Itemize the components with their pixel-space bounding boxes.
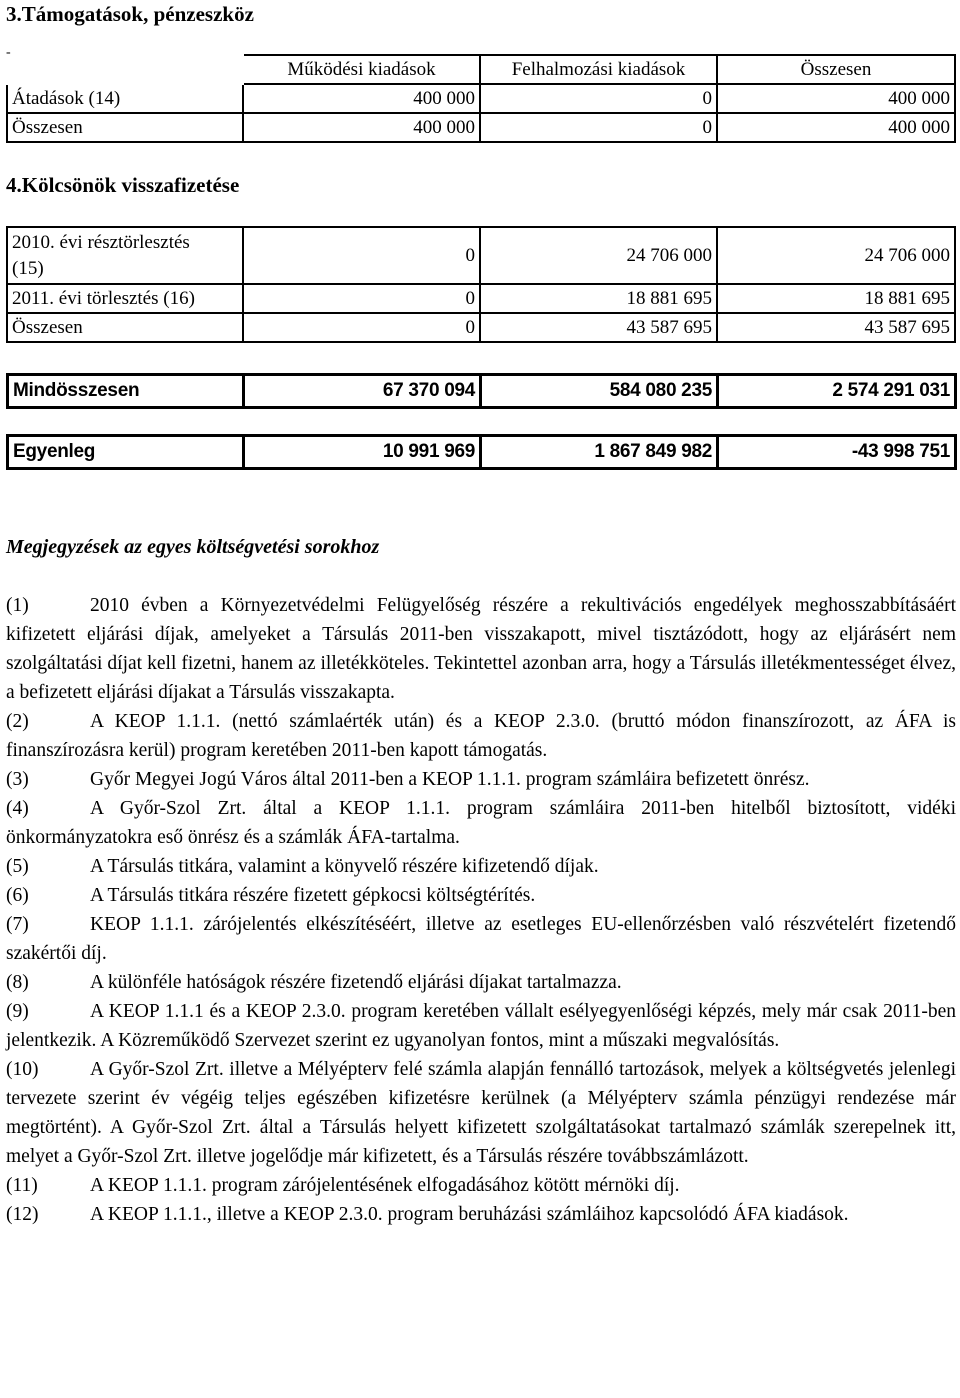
balance-capital: 1 867 849 982 (481, 436, 718, 469)
note-number: (1) (6, 595, 29, 616)
grand-total-operating: 67 370 094 (244, 375, 481, 408)
note-item (6, 1171, 956, 1200)
section-4-title: 4.Kölcsönök visszafizetése (6, 173, 240, 197)
cell-operating: 0 (243, 227, 480, 284)
table-row (7, 84, 955, 113)
table-row (7, 227, 955, 284)
balance-table (6, 434, 957, 470)
note-item (6, 707, 956, 765)
note-text: A Győr-Szol Zrt. illetve a Mélyépterv felé számla alapján fennálló tartozások, melyek a költségvetés jelenlegi tervezete szerint év végéig teljes egészében kifizetésre kerülnek (a Mélyépterv számla pénzügyi rendezése már megtörtént). A Győr-Szol Zrt. által a Társulás helyett kifizetett szolgáltatásokat tartalmazó számlák szerepelnek itt, melyet a Győr-Szol Zrt. illetve jogelődje már kifizetett, és a Társulás részére továbbszámlázott. (6, 1059, 956, 1167)
note-number: (9) (6, 1001, 29, 1022)
note-number: (11) (6, 1175, 38, 1196)
header-total: Összesen (717, 55, 955, 84)
note-text: A KEOP 1.1.1. (nettó számlaérték után) és a KEOP 2.3.0. (bruttó módon finanszírozott, az ÁFA is finanszírozásra kerül) program keretében 2011-ben kapott támogatás. (6, 711, 956, 761)
grand-total-label: Mindösszesen (8, 375, 244, 408)
stray-mark: - (6, 45, 11, 60)
row-label (7, 227, 243, 284)
note-number: (3) (6, 769, 29, 790)
note-item (6, 1200, 956, 1229)
note-item (6, 794, 956, 852)
note-number: (5) (6, 856, 29, 877)
note-text: A KEOP 1.1.1., illetve a KEOP 2.3.0. program beruházási számláihoz kapcsolódó ÁFA kiadások. (90, 1204, 849, 1225)
note-number: (10) (6, 1059, 39, 1080)
note-item (6, 910, 956, 968)
header-capital: Felhalmozási kiadások (480, 55, 717, 84)
cell-total: 43 587 695 (717, 313, 955, 342)
balance-total: -43 998 751 (718, 436, 956, 469)
note-number: (4) (6, 798, 29, 819)
note-item (6, 765, 956, 794)
row-label: 2011. évi törlesztés (16) (7, 284, 243, 313)
row-label-line-1: 2010. évi résztörlesztés (12, 231, 190, 253)
support-header-row (7, 55, 955, 84)
cell-capital: 24 706 000 (480, 227, 717, 284)
note-number: (8) (6, 972, 29, 993)
note-text: A KEOP 1.1.1 és a KEOP 2.3.0. program keretében vállalt esélyegyenlőségi képzés, mely már csak 2011-ben jelentkezik. A Közreműködő Szervezet szerint ez ugyanolyan fontos, mint a műszaki megvalósítás. (6, 1001, 956, 1051)
note-number: (6) (6, 885, 29, 906)
note-text: A Társulás titkára részére fizetett gépkocsi költségtérítés. (90, 885, 536, 906)
cell-capital: 43 587 695 (480, 313, 717, 342)
balance-row (8, 436, 956, 469)
note-item (6, 852, 956, 881)
grand-total-total: 2 574 291 031 (718, 375, 956, 408)
cell-operating: 0 (243, 284, 480, 313)
note-number: (7) (6, 914, 29, 935)
note-text: A Győr-Szol Zrt. által a KEOP 1.1.1. program számláira 2011-ben hitelből biztosított, vidéki önkormányzatokra eső önrész és a számlák ÁFA-tartalma. (6, 798, 956, 848)
row-label: Összesen (7, 113, 243, 142)
grand-total-table (6, 373, 957, 409)
balance-operating: 10 991 969 (244, 436, 481, 469)
balance-label: Egyenleg (8, 436, 244, 469)
section-3-title: 3.Támogatások, pénzeszköz (6, 2, 254, 26)
row-label-line-2: (15) (12, 257, 44, 279)
note-item (6, 968, 956, 997)
note-text: A KEOP 1.1.1. program zárójelentésének elfogadásához kötött mérnöki díj. (90, 1175, 680, 1196)
cell-total: 400 000 (717, 84, 955, 113)
cell-total: 18 881 695 (717, 284, 955, 313)
note-item (6, 591, 956, 707)
cell-operating: 400 000 (243, 84, 480, 113)
row-label: Átadások (14) (7, 84, 243, 113)
note-item (6, 997, 956, 1055)
note-number: (2) (6, 711, 29, 732)
note-item (6, 881, 956, 910)
cell-capital: 0 (480, 113, 717, 142)
note-text: Győr Megyei Jogú Város által 2011-ben a KEOP 1.1.1. program számláira befizetett önrész. (90, 769, 810, 790)
note-text: KEOP 1.1.1. zárójelentés elkészítéséért, illetve az esetleges EU-ellenőrzésben való részvételért fizetendő szakértői díj. (6, 914, 956, 964)
grand-total-capital: 584 080 235 (481, 375, 718, 408)
support-table (6, 54, 956, 143)
cell-total: 400 000 (717, 113, 955, 142)
cell-capital: 0 (480, 84, 717, 113)
cell-capital: 18 881 695 (480, 284, 717, 313)
header-operating: Működési kiadások (243, 55, 480, 84)
note-number: (12) (6, 1204, 39, 1225)
note-text: A különféle hatóságok részére fizetendő eljárási díjakat tartalmazza. (90, 972, 622, 993)
grand-total-row (8, 375, 956, 408)
note-item (6, 1055, 956, 1171)
table-row (7, 113, 955, 142)
note-text: A Társulás titkára, valamint a könyvelő részére kifizetendő díjak. (90, 856, 599, 877)
notes-heading: Megjegyzések az egyes költségvetési sorokhoz (6, 536, 380, 558)
cell-operating: 400 000 (243, 113, 480, 142)
row-label: Összesen (7, 313, 243, 342)
table-row (7, 284, 955, 313)
cell-operating: 0 (243, 313, 480, 342)
table-row (7, 313, 955, 342)
empty-header-cell (7, 55, 243, 84)
notes-list (6, 591, 956, 1229)
loan-repayment-table (6, 226, 956, 343)
cell-total: 24 706 000 (717, 227, 955, 284)
note-text: 2010 évben a Környezetvédelmi Felügyelőség részére a rekultivációs engedélyek meghosszabbításáért kifizetett eljárási díjak, amelyeket a Társulás 2011-ben visszakapott, mivel tisztázódott, hogy az eljárásért nem szolgáltatási díjat kell fizetni, hanem az illetékköteles. Tekintettel azonban arra, hogy a Társulás illetékmentességet élvez, a befizetett eljárási díjakat a Társulás visszakapta. (6, 595, 956, 703)
